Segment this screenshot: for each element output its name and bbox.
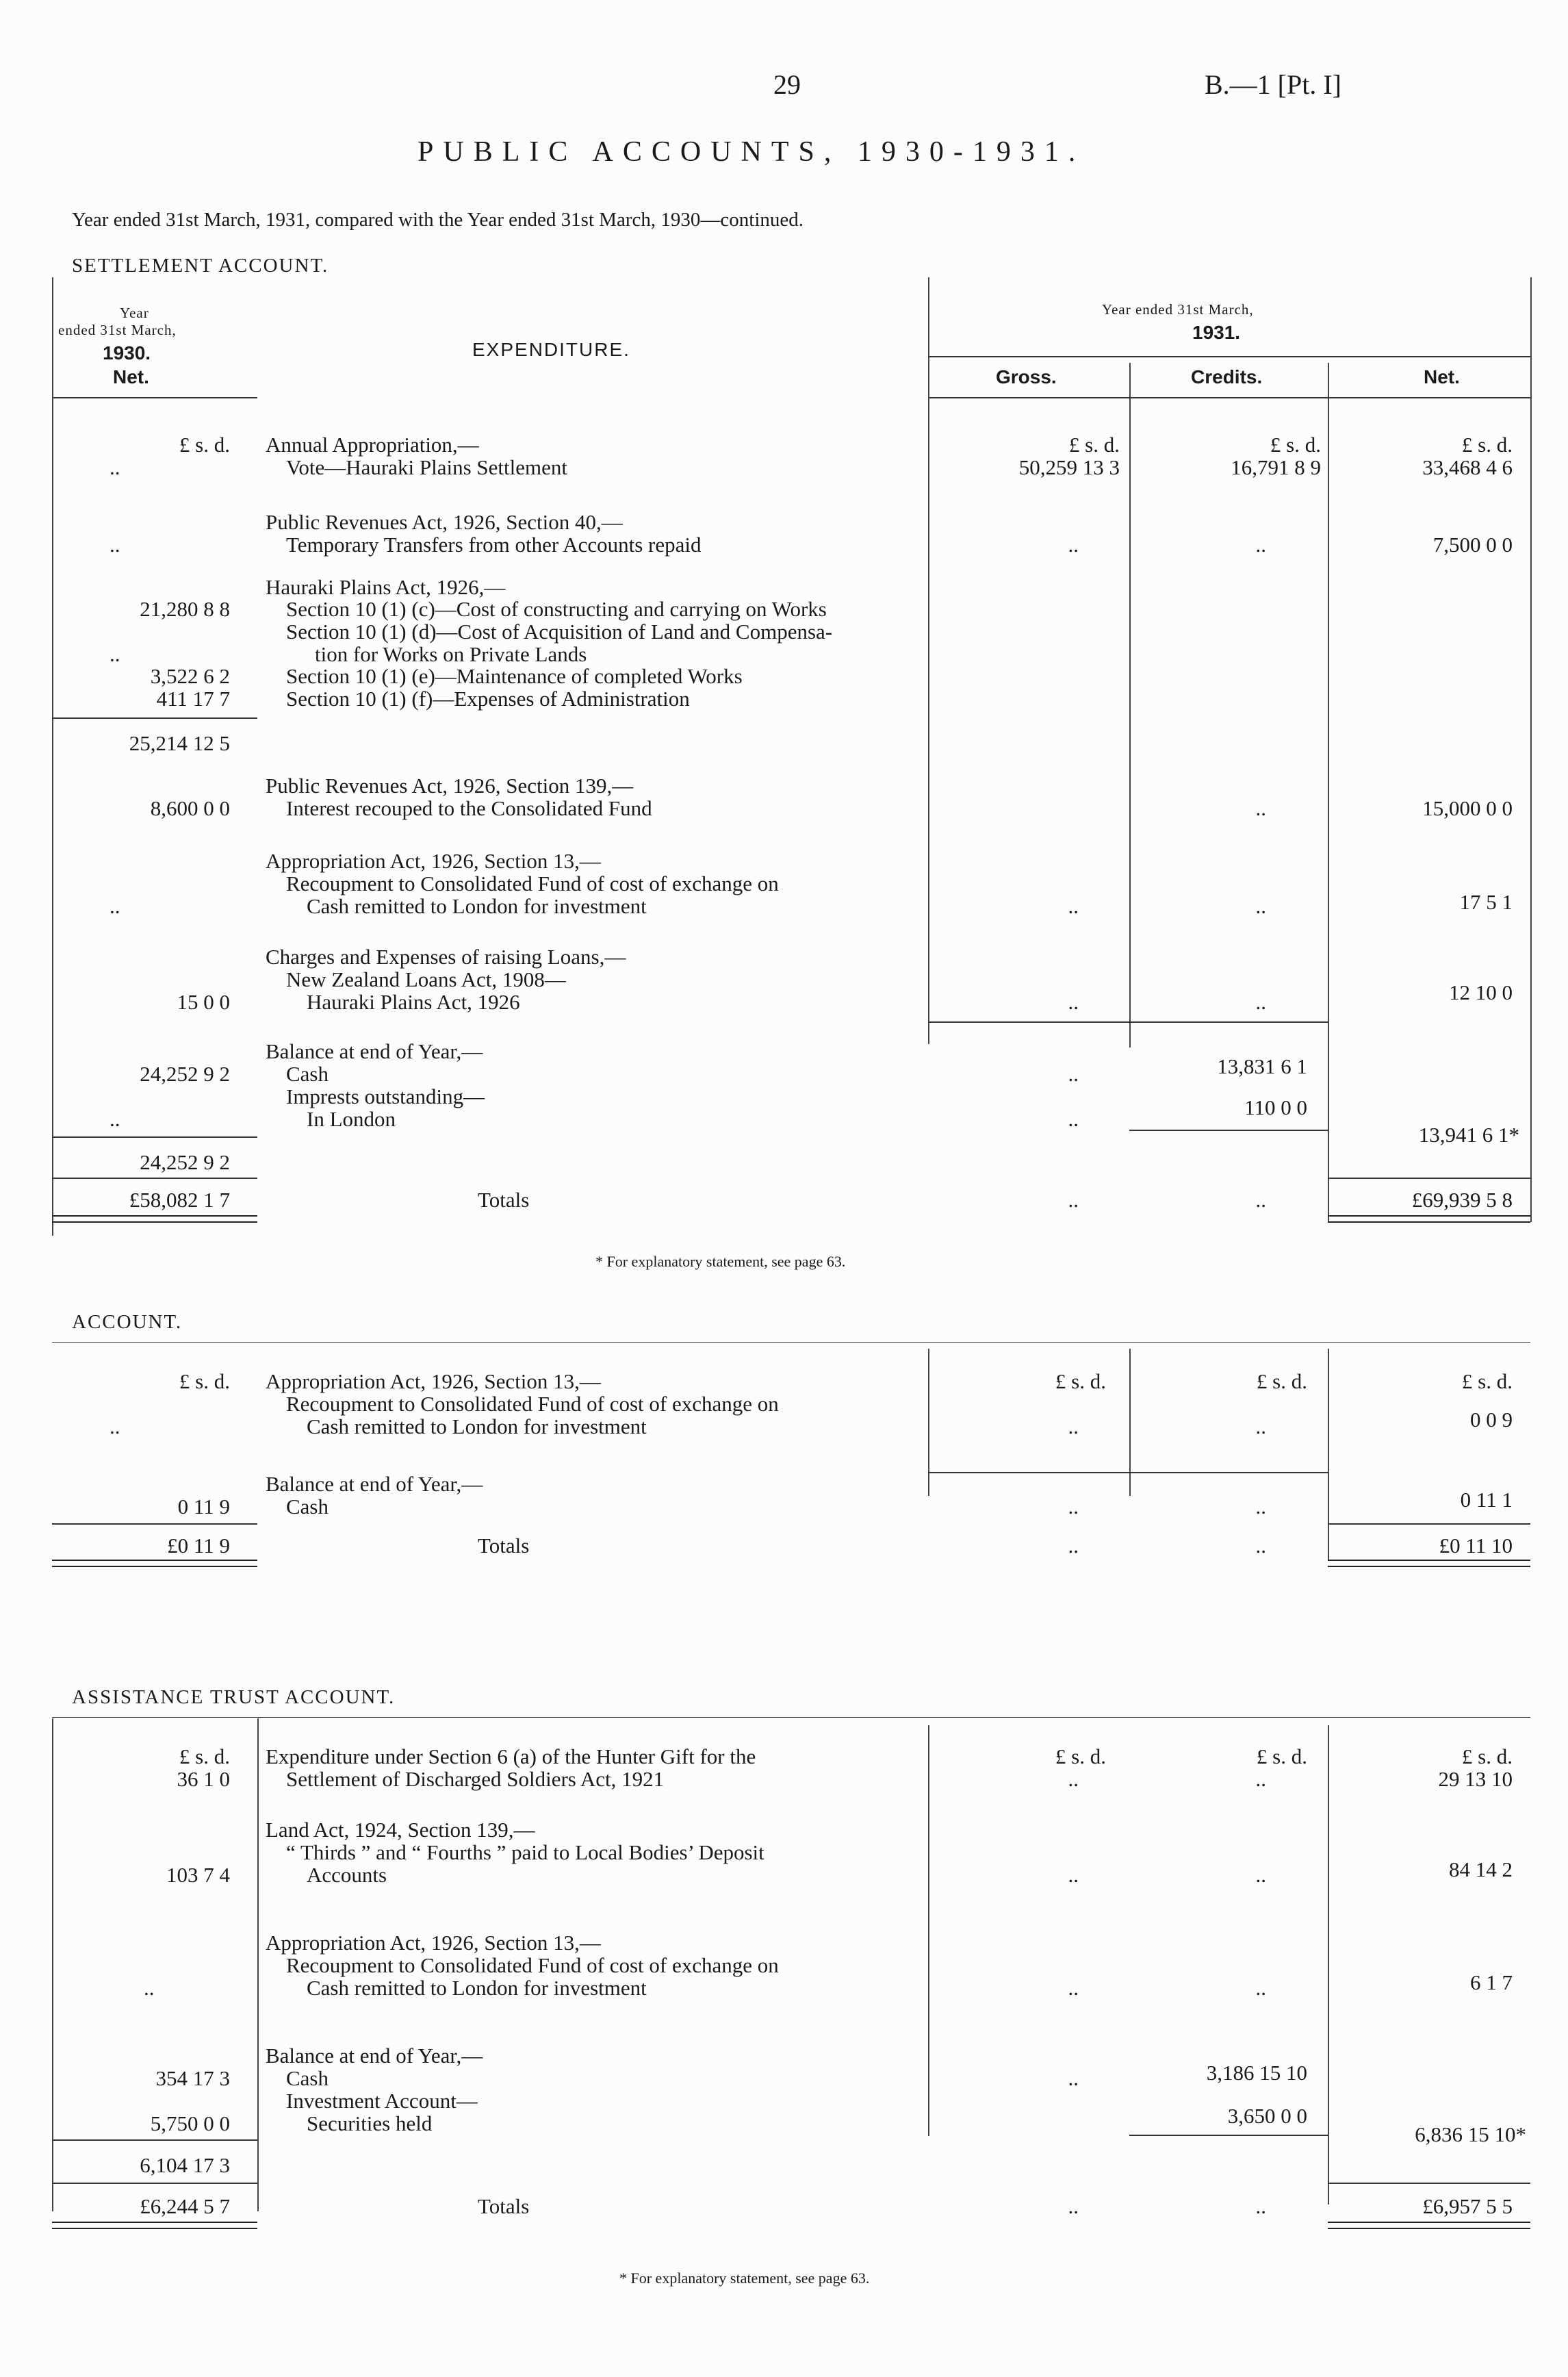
s-r4-prev: 8,600 0 0 [150,796,230,820]
s-r6-label: Charges and Expenses of raising Loans,— [266,945,626,969]
col-gross: Gross. [996,366,1057,387]
s-r7-london: In London [307,1107,396,1131]
a-totals-credits: .. [1255,1534,1266,1558]
s-r7-prev-cash: 24,252 9 2 [140,1062,230,1086]
a-r1-net: 0 0 9 [1470,1408,1513,1432]
col-year-label-2: 1931. [1192,322,1241,343]
t-totals-gross: .. [1068,2194,1079,2218]
s-r4-label: Public Revenues Act, 1926, Section 139,— [266,774,634,798]
s-r7-imprests: Imprests outstanding— [286,1084,485,1108]
section-title-settlement: SETTLEMENT ACCOUNT. [72,255,329,277]
s-r5-credits: .. [1255,894,1266,918]
t-r2-item-1: “ Thirds ” and “ Fourths ” paid to Local Bodies’ Deposit [286,1840,764,1864]
t-r4-prev-cash: 354 17 3 [155,2066,230,2090]
s-totals-label: Totals [478,1188,530,1212]
t-r2-prev: 103 7 4 [166,1863,230,1887]
s-r3-label: Hauraki Plains Act, 1926,— [266,575,506,599]
page-number: 29 [773,69,801,100]
t-totals-label: Totals [478,2194,530,2218]
s-r3-item-c: Section 10 (1) (c)—Cost of constructing and carrying on Works [286,597,827,621]
s-r4-net: 15,000 0 0 [1422,796,1513,820]
t-r3-prev: .. [144,1976,155,2000]
s-r2-label: Public Revenues Act, 1926, Section 40,— [266,510,623,534]
s-r3-prev-c: 21,280 8 8 [140,597,230,621]
a-r1-item-2: Cash remitted to London for investment [307,1414,647,1438]
a-r1-prev: .. [110,1414,120,1438]
a-totals-label: Totals [478,1534,530,1558]
t-r1-credits: .. [1255,1767,1266,1791]
a-r2-credits: .. [1255,1495,1266,1518]
col-credits: Credits. [1191,366,1263,387]
a-r1-label: Appropriation Act, 1926, Section 13,— [266,1369,601,1393]
a-totals-prev: £0 11 9 [167,1534,230,1558]
s-r3-item-e: Section 10 (1) (e)—Maintenance of completed Works [286,664,743,688]
s-r1-gross: 50,259 13 3 [1018,455,1120,479]
a-totals-net: £0 11 10 [1439,1534,1513,1558]
page-title: PUBLIC ACCOUNTS, 1930-1931. [417,136,1085,168]
t-r4-prev-securities: 5,750 0 0 [150,2111,230,2135]
t-unit-gross: £ s. d. [1055,1744,1106,1768]
s-r7-net: 13,941 6 1* [1418,1123,1519,1147]
s-r7-gross-cash: .. [1068,1062,1079,1086]
a-r2-cash: Cash [286,1495,329,1518]
s-r1-credits: 16,791 8 9 [1231,455,1321,479]
t-totals-credits: .. [1255,2194,1266,2218]
s-r6-prev: 15 0 0 [177,990,230,1014]
s-r7-prev-london: .. [110,1107,120,1131]
s-r1-net: 33,468 4 6 [1422,455,1513,479]
t-r3-net: 6 1 7 [1470,1970,1513,1994]
s-r5-item-2: Cash remitted to London for investment [307,894,647,918]
t-r3-credits: .. [1255,1976,1266,2000]
unit-gross: £ s. d. [1068,433,1120,457]
s-r3-prev-total: 25,214 12 5 [129,731,230,755]
col-prev-label-4: Net. [113,366,149,387]
t-r3-item-2: Cash remitted to London for investment [307,1976,647,2000]
section-title-assistance: ASSISTANCE TRUST ACCOUNT. [72,1686,396,1708]
unit-net: £ s. d. [1461,433,1513,457]
a-r1-gross: .. [1068,1414,1079,1438]
s-r5-gross: .. [1068,894,1079,918]
t-r2-net: 84 14 2 [1449,1857,1513,1881]
a-r2-net: 0 11 1 [1460,1488,1513,1512]
s-r3-prev-d: .. [110,642,120,666]
s-totals-net: £69,939 5 8 [1411,1188,1513,1212]
col-prev-label-2: ended 31st March, [58,322,177,338]
s-r3-item-d2: tion for Works on Private Lands [315,642,587,666]
s-totals-gross: .. [1068,1188,1079,1212]
a-r1-item-1: Recoupment to Consolidated Fund of cost of exchange on [286,1392,779,1416]
s-r3-prev-f: 411 17 7 [156,687,230,711]
t-r2-gross: .. [1068,1863,1079,1887]
t-r3-item-1: Recoupment to Consolidated Fund of cost of exchange on [286,1953,779,1977]
col-year-label-1: Year ended 31st March, [1102,301,1254,318]
t-r3-label: Appropriation Act, 1926, Section 13,— [266,1931,601,1955]
subtitle: Year ended 31st March, 1931, compared with the Year ended 31st March, 1930—continued. [72,209,804,231]
a-r2-gross: .. [1068,1495,1079,1518]
s-r2-gross: .. [1068,533,1079,557]
a-r1-credits: .. [1255,1414,1266,1438]
section-title-account: ACCOUNT. [72,1311,183,1333]
t-r4-investment: Investment Account— [286,2089,478,2113]
s-r7-gross-london: .. [1068,1107,1079,1131]
s-r2-net: 7,500 0 0 [1432,533,1513,557]
t-footnote: * For explanatory statement, see page 63. [619,2270,870,2287]
s-r7-prev-total: 24,252 9 2 [140,1150,230,1174]
reference: B.—1 [Pt. I] [1205,69,1341,100]
t-unit-net: £ s. d. [1461,1744,1513,1768]
col-prev-label-1: Year [120,305,149,321]
t-r4-credits-securities: 3,650 0 0 [1227,2104,1307,2128]
t-r4-securities: Securities held [307,2111,433,2135]
s-r4-item: Interest recouped to the Consolidated Fund [286,796,652,820]
s-r4-credits: .. [1255,796,1266,820]
unit-credits: £ s. d. [1270,433,1321,457]
s-totals-credits: .. [1255,1188,1266,1212]
s-r5-item-1: Recoupment to Consolidated Fund of cost of exchange on [286,872,779,895]
s-r2-item: Temporary Transfers from other Accounts repaid [286,533,702,557]
s-r7-label: Balance at end of Year,— [266,1039,483,1063]
t-r1-item: Settlement of Discharged Soldiers Act, 1921 [286,1767,665,1791]
t-r4-cash: Cash [286,2066,329,2090]
s-r6-item-2: Hauraki Plains Act, 1926 [307,990,520,1014]
a-totals-gross: .. [1068,1534,1079,1558]
t-r4-gross: .. [1068,2066,1079,2090]
t-r2-credits: .. [1255,1863,1266,1887]
s-r5-prev: .. [110,894,120,918]
a-r2-label: Balance at end of Year,— [266,1472,483,1496]
a-r2-prev: 0 11 9 [177,1495,230,1518]
t-r2-label: Land Act, 1924, Section 139,— [266,1818,535,1842]
a-unit-gross: £ s. d. [1055,1369,1106,1393]
t-r4-prev-total: 6,104 17 3 [140,2153,230,2177]
s-r1-label: Annual Appropriation,— [266,433,479,457]
s-r2-credits: .. [1255,533,1266,557]
s-totals-prev: £58,082 1 7 [129,1188,230,1212]
s-r7-credits-cash: 13,831 6 1 [1217,1054,1307,1078]
t-r4-label: Balance at end of Year,— [266,2044,483,2068]
t-r4-net: 6,836 15 10* [1415,2122,1526,2146]
s-r3-item-f: Section 10 (1) (f)—Expenses of Administration [286,687,690,711]
s-r1-prev: .. [110,455,120,479]
s-r6-item-1: New Zealand Loans Act, 1908— [286,967,566,991]
s-r7-credits-london: 110 0 0 [1244,1095,1307,1119]
a-unit-net: £ s. d. [1461,1369,1513,1393]
unit-prev: £ s. d. [179,433,230,457]
s-r7-cash: Cash [286,1062,329,1086]
s-r6-net: 12 10 0 [1449,980,1513,1004]
t-r4-credits-cash: 3,186 15 10 [1206,2061,1307,2085]
t-totals-prev: £6,244 5 7 [140,2194,230,2218]
col-prev-label-3: 1930. [103,342,151,364]
col-expenditure: EXPENDITURE. [472,339,630,360]
t-r1-prev: 36 1 0 [177,1767,230,1791]
t-unit-credits: £ s. d. [1256,1744,1307,1768]
s-r6-credits: .. [1255,990,1266,1014]
s-r2-prev: .. [110,533,120,557]
t-r1-gross: .. [1068,1767,1079,1791]
col-net: Net. [1424,366,1460,387]
a-unit-prev: £ s. d. [179,1369,230,1393]
s-footnote: * For explanatory statement, see page 63. [595,1253,846,1270]
s-r1-item: Vote—Hauraki Plains Settlement [286,455,567,479]
s-r3-prev-e: 3,522 6 2 [150,664,230,688]
t-r2-item-2: Accounts [307,1863,387,1887]
t-totals-net: £6,957 5 5 [1422,2194,1513,2218]
s-r5-net: 17 5 1 [1459,890,1513,914]
t-unit-prev: £ s. d. [179,1744,230,1768]
s-r5-label: Appropriation Act, 1926, Section 13,— [266,849,601,873]
t-r1-label: Expenditure under Section 6 (a) of the Hunter Gift for the [266,1744,756,1768]
s-r6-gross: .. [1068,990,1079,1014]
a-unit-credits: £ s. d. [1256,1369,1307,1393]
t-r3-gross: .. [1068,1976,1079,2000]
s-r3-item-d: Section 10 (1) (d)—Cost of Acquisition of Land and Compensa- [286,620,833,644]
t-r1-net: 29 13 10 [1438,1767,1513,1791]
